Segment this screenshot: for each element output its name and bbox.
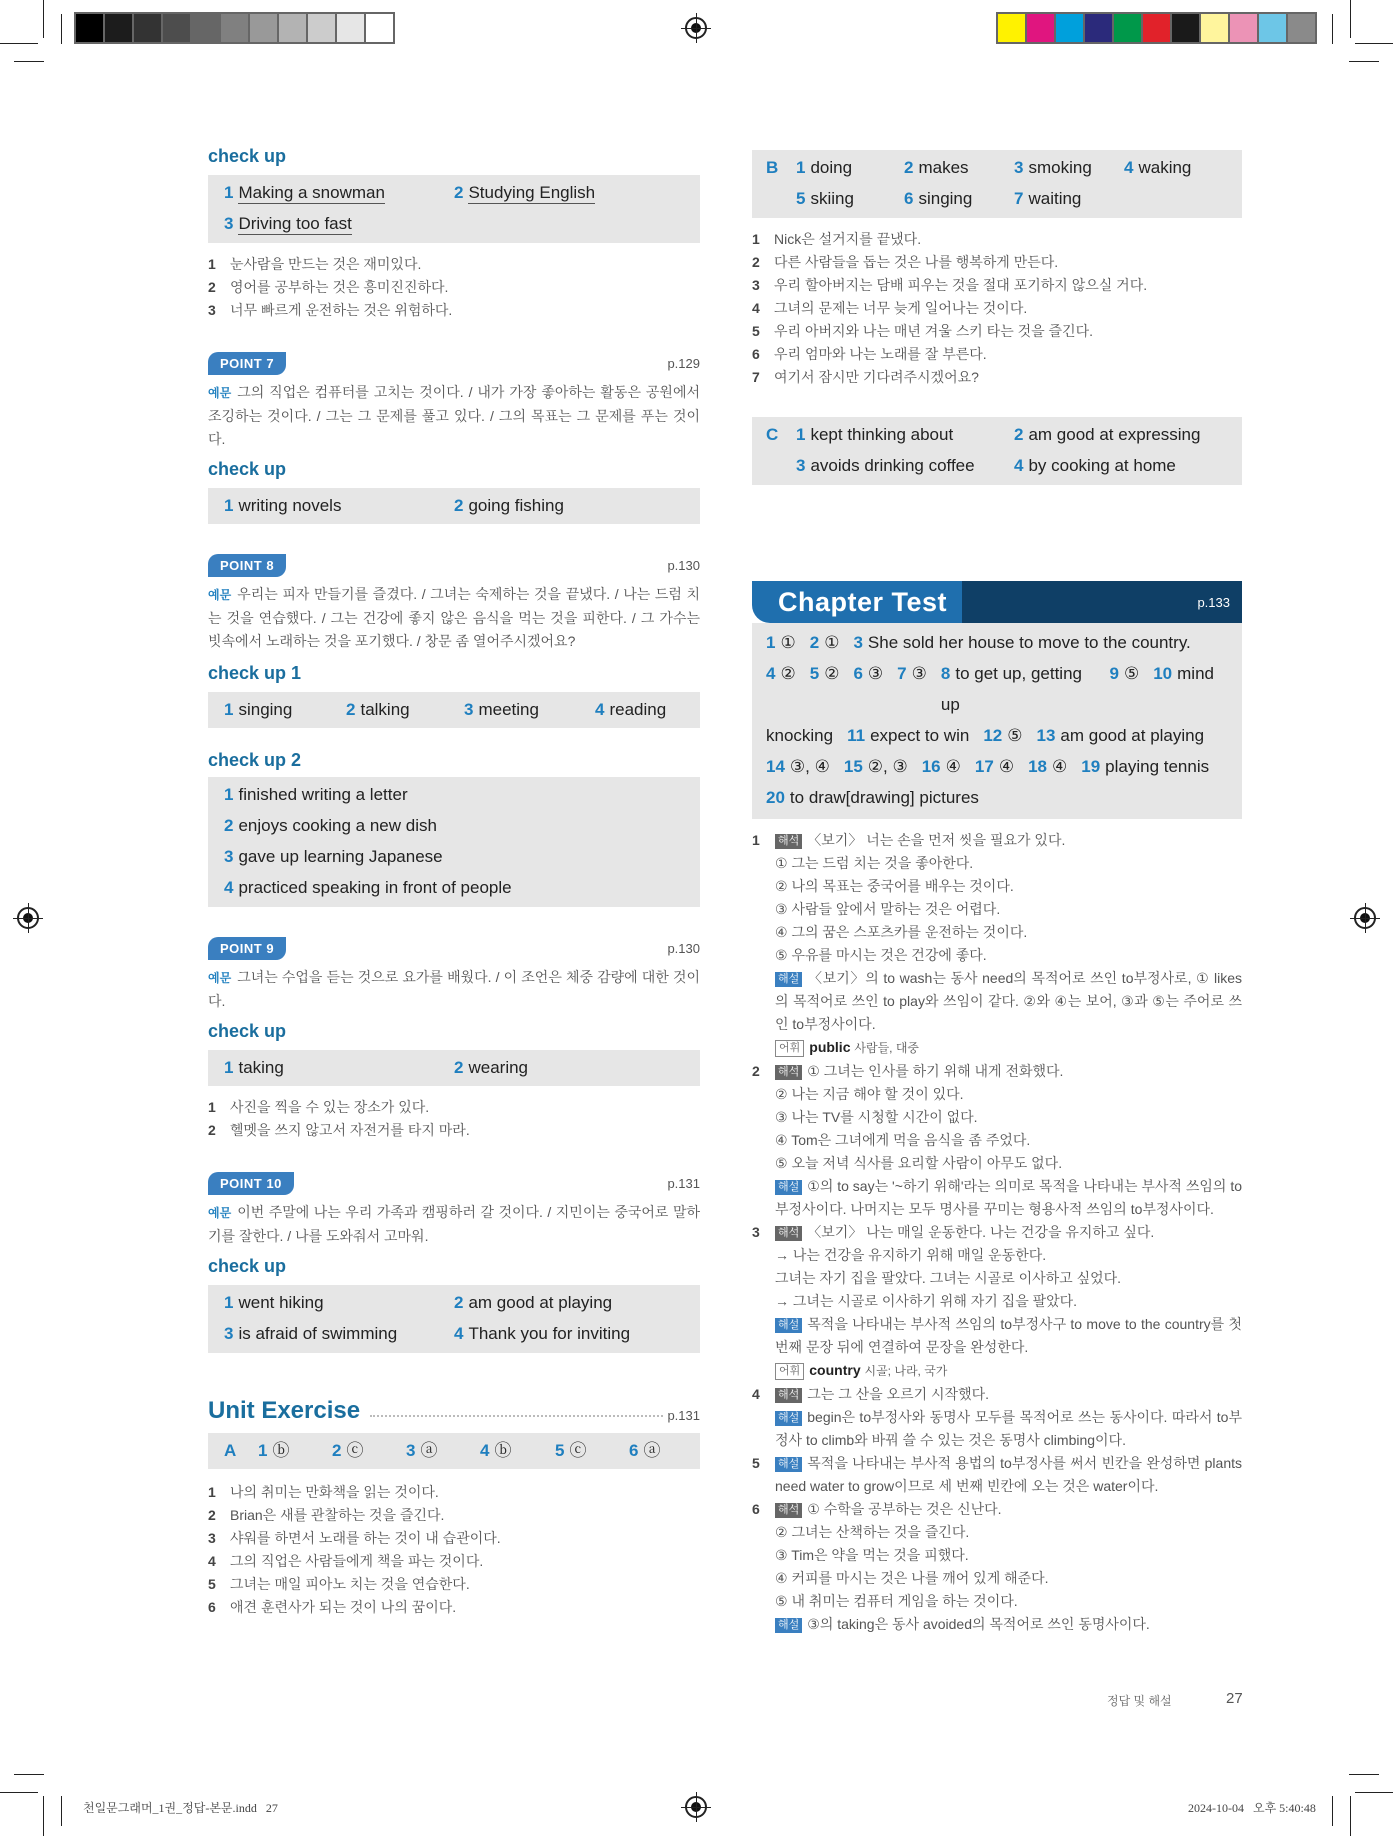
unit-exercise-title: Unit Exercise bbox=[208, 1397, 361, 1424]
translation-item: 5 우리 아버지와 나는 매년 겨울 스키 타는 것을 즐긴다. bbox=[752, 323, 1094, 339]
point-header bbox=[208, 352, 700, 375]
slug-filename: 천일문그래머_1권_정답-본문.indd 27 bbox=[83, 1801, 278, 1815]
color-swatch bbox=[1259, 14, 1288, 42]
answer-line bbox=[766, 720, 1228, 751]
color-swatch bbox=[1201, 14, 1230, 42]
footer-section-label: 정답 및 해설 bbox=[1107, 1694, 1172, 1708]
translation-item: 7 여기서 잠시만 기다려주시겠어요? bbox=[752, 369, 979, 385]
crop-mark bbox=[0, 1792, 38, 1793]
answer-item: 4 ② bbox=[766, 664, 796, 683]
answer-item: 18 ④ bbox=[1028, 757, 1068, 776]
registration-mark-icon bbox=[17, 907, 39, 929]
dotted-leader bbox=[370, 1415, 663, 1417]
section-label: A bbox=[224, 1441, 237, 1460]
translation-item: 3 샤워를 하면서 노래를 하는 것이 내 습관이다. bbox=[208, 1530, 501, 1546]
crop-mark bbox=[1332, 14, 1333, 44]
translation-item: 2 Brian은 새를 관찰하는 것을 즐긴다. bbox=[208, 1507, 445, 1523]
point-header bbox=[208, 554, 700, 577]
answer-number: 2 bbox=[454, 183, 464, 202]
answer-item: 1 ① bbox=[766, 633, 796, 652]
point-header bbox=[208, 937, 700, 960]
color-swatch bbox=[76, 14, 105, 42]
answer-line bbox=[766, 751, 1228, 782]
answer-item: 9 ⑤ bbox=[1109, 664, 1140, 683]
translation-item: 4 그녀의 문제는 너무 늦게 일어나는 것이다. bbox=[752, 300, 1028, 316]
cmyk-color-bar bbox=[996, 12, 1317, 44]
explanation-2: 2 해석 ① 그녀는 인사를 하기 위해 내게 전화했다. ② 나는 지금 해야 할 것이 있다. ③ 나는 TV를 시청할 시간이 없다. ④ Tom은 그녀에게 먹을 음식을 좀 주었다. ⑤ 오늘 저녁 식사를 요리할 사람이 아무도 없다. 해설 ①의 to say는 '~하기 위해'라는 의미로 목적을 나타내는 부사적 쓰임의 to부정사이다. 나머지는 모두 명사를 꾸미는 형용사적 쓰임의 to부정사이다. bbox=[752, 1063, 1242, 1217]
crop-mark bbox=[1349, 1774, 1379, 1775]
translation-item: 6 애견 훈련사가 되는 것이 나의 꿈이다. bbox=[208, 1599, 457, 1615]
page-number: 27 bbox=[1226, 1690, 1243, 1707]
chapter-test-title: Chapter Test bbox=[752, 581, 962, 623]
color-swatch bbox=[998, 14, 1027, 42]
answer-text: Studying English bbox=[468, 183, 596, 202]
check-up-2-heading: check up 2 bbox=[208, 750, 302, 770]
translation-item: 1 사진을 찍을 수 있는 장소가 있다. bbox=[208, 1099, 430, 1115]
color-swatch bbox=[134, 14, 163, 42]
translation-item: 2 헬멧을 쓰지 않고서 자전거를 타지 마라. bbox=[208, 1122, 470, 1138]
section-a-answers: A 1 ⓑ 2 ⓒ 3 ⓐ 4 ⓑ 5 ⓒ 6 ⓐ bbox=[208, 1433, 700, 1469]
example-sentences: 예문 그의 직업은 컴퓨터를 고치는 것이다. / 내가 가장 좋아하는 활동은 공원에서 조깅하는 것이다. / 그는 그 문제를 풀고 있다. / 그의 목표는 그 문제를 푸는 것이다. bbox=[208, 384, 700, 447]
color-swatch bbox=[1114, 14, 1143, 42]
color-swatch bbox=[1288, 14, 1315, 42]
section-label: C bbox=[766, 425, 779, 444]
slug-timestamp: 2024-10-04 오후 5:40:48 bbox=[1188, 1801, 1316, 1815]
answer-item: 17 ④ bbox=[974, 757, 1015, 776]
answer-item: knocking bbox=[766, 726, 834, 745]
check-up-2-answers: 1 finished writing a letter 2 enjoys cooking a new dish 3 gave up learning Japanese 4 practiced speaking in front of people bbox=[208, 777, 700, 907]
point-badge: POINT 8 bbox=[208, 554, 286, 577]
answer-item: 14 ③, ④ bbox=[766, 757, 830, 776]
crop-mark bbox=[14, 61, 44, 62]
answer-item: 11 expect to win bbox=[847, 726, 970, 745]
answer-item: 10 mind bbox=[1153, 664, 1214, 683]
page-reference: p.129 bbox=[667, 356, 700, 371]
point-badge: POINT 9 bbox=[208, 937, 286, 960]
translation-list bbox=[752, 228, 1242, 389]
chapter-test-header bbox=[752, 581, 1242, 623]
answer-item: 8 to get up, getting up bbox=[940, 664, 1082, 714]
explanation-1: 1 해석 〈보기〉 너는 손을 먼저 씻을 필요가 있다. ① 그는 드럼 치는 것을 좋아한다. ② 나의 목표는 중국어를 배우는 것이다. ③ 사람들 앞에서 말하는 것은 어렵다. ④ 그의 꿈은 스포츠카를 운전하는 것이다. ⑤ 우유를 마시는 것은 건강에 좋다. 해설 〈보기〉의 to wash는 동사 need의 목적어로 쓰인 to부정사로, ① likes의 목적어로 쓰인 to play와 쓰임이 같다. ②와 ④는 보어, ③과 ⑤는 주어로 쓰인 to부정사이다. 어휘 public 사람들, 대중 bbox=[752, 832, 1242, 1055]
translation-item: 4 그의 직업은 사람들에게 책을 파는 것이다. bbox=[208, 1553, 484, 1569]
answer-number: 1 bbox=[224, 183, 234, 202]
example-sentences: 예문 이번 주말에 나는 우리 가족과 캠핑하러 갈 것이다. / 지민이는 중국어로 말하기를 잘한다. / 나를 도와줘서 고마워. bbox=[208, 1204, 700, 1244]
vocab-tag: 어휘 bbox=[775, 1040, 804, 1057]
check-up-heading: check up bbox=[208, 1256, 287, 1276]
color-swatch bbox=[1056, 14, 1085, 42]
translation-item: 1 Nick은 설거지를 끝냈다. bbox=[752, 231, 922, 247]
answer-item: 19 playing tennis bbox=[1081, 757, 1210, 776]
section-c-answers: C 1 kept thinking about 2 am good at expressing 3 avoids drinking coffee 4 by cooking at home bbox=[752, 417, 1242, 485]
page-reference: p.133 bbox=[962, 581, 1242, 623]
color-swatch bbox=[250, 14, 279, 42]
crop-mark bbox=[1350, 1796, 1351, 1836]
answer-line bbox=[766, 782, 1228, 813]
answer-item: 5 ② bbox=[809, 664, 840, 683]
point-badge: POINT 7 bbox=[208, 352, 286, 375]
answer-number: 3 bbox=[224, 214, 234, 233]
check-up-1-answers: 1 singing 2 talking 3 meeting 4 reading bbox=[208, 692, 700, 728]
color-swatch bbox=[1027, 14, 1056, 42]
explanation-3: 3 해석 〈보기〉 나는 매일 운동한다. 나는 건강을 유지하고 싶다. → 나는 건강을 유지하기 위해 매일 운동한다. 그녀는 자기 집을 팔았다. 그녀는 시골로 이사하고 싶었다. → 그녀는 시골로 이사하기 위해 자기 집을 팔았다. 해설 목적을 나타내는 부사적 쓰임의 to부정사구 to move to the country를 첫 번째 문장 뒤에 연결하여 문장을 완성한다. 어휘 country 시골; 나라, 국가 bbox=[752, 1224, 1242, 1378]
answer-item: 20 to draw[drawing] pictures bbox=[766, 788, 979, 807]
check-up-1-heading: check up 1 bbox=[208, 663, 302, 683]
color-swatch bbox=[1085, 14, 1114, 42]
right-column bbox=[752, 150, 1242, 1636]
answer-item: 6 ③ bbox=[853, 664, 884, 683]
crop-mark bbox=[14, 1774, 44, 1775]
translation-item: 1 나의 취미는 만화책을 읽는 것이다. bbox=[208, 1484, 439, 1500]
translation-item: 1 눈사람을 만드는 것은 재미있다. bbox=[208, 256, 422, 272]
check-up-heading: check up bbox=[208, 459, 287, 479]
registration-mark-icon bbox=[1354, 907, 1376, 929]
translation-tag: 해석 bbox=[775, 834, 802, 849]
left-column bbox=[208, 146, 700, 1619]
check-up-answers: 1 taking 2 wearing bbox=[208, 1050, 700, 1086]
crop-mark bbox=[43, 0, 44, 38]
unit-exercise-header bbox=[208, 1397, 700, 1425]
page-reference: p.131 bbox=[667, 1176, 700, 1191]
chapter-test-answers bbox=[752, 623, 1242, 819]
answer-item: 3 She sold her house to move to the country. bbox=[853, 633, 1191, 652]
page-reference: p.130 bbox=[667, 558, 700, 573]
explanation-tag: 해설 bbox=[775, 972, 802, 987]
explanation-6: 6 해석 ① 수학을 공부하는 것은 신난다. ② 그녀는 산책하는 것을 즐긴다. ③ Tim은 약을 먹는 것을 피했다. ④ 커피를 마시는 것은 나를 깨어 있게 해준다. ⑤ 내 취미는 컴퓨터 게임을 하는 것이다. 해설 ③의 taking은 동사 avoided의 목적어로 쓰인 동명사이다. bbox=[752, 1501, 1150, 1632]
crop-mark bbox=[0, 43, 38, 44]
example-sentences: 예문 그녀는 수업을 듣는 것으로 요가를 배웠다. / 이 조언은 체중 감량에 대한 것이다. bbox=[208, 969, 700, 1009]
point-header bbox=[208, 1172, 700, 1195]
answer-text: Making a snowman bbox=[238, 183, 385, 202]
answer-item: 13 am good at playing bbox=[1036, 726, 1205, 745]
answer-item: 12 ⑤ bbox=[983, 726, 1023, 745]
page-reference: p.131 bbox=[667, 1408, 700, 1423]
translation-list bbox=[208, 1481, 700, 1619]
crop-mark bbox=[1350, 0, 1351, 38]
color-swatch bbox=[1172, 14, 1201, 42]
translation-item: 5 그녀는 매일 피아노 치는 것을 연습한다. bbox=[208, 1576, 470, 1592]
color-swatch bbox=[192, 14, 221, 42]
translation-item: 6 우리 엄마와 나는 노래를 잘 부른다. bbox=[752, 346, 987, 362]
color-swatch bbox=[105, 14, 134, 42]
grayscale-color-bar bbox=[74, 12, 395, 44]
check-up-heading: check up bbox=[208, 1021, 287, 1041]
answer-text: Driving too fast bbox=[238, 214, 352, 233]
check-up-heading: check up bbox=[208, 146, 287, 166]
registration-mark-icon bbox=[685, 1796, 707, 1818]
color-swatch bbox=[308, 14, 337, 42]
color-swatch bbox=[366, 14, 393, 42]
answer-line bbox=[766, 658, 1228, 720]
translation-item: 3 우리 할아버지는 담배 피우는 것을 절대 포기하지 않으실 거다. bbox=[752, 277, 1148, 293]
check-up-answers: 1 went hiking 2 am good at playing 3 is afraid of swimming 4 Thank you for inviting bbox=[208, 1285, 700, 1353]
color-swatch bbox=[163, 14, 192, 42]
color-swatch bbox=[337, 14, 366, 42]
answer-item: 7 ③ bbox=[897, 664, 927, 683]
translation-item: 2 영어를 공부하는 것은 흥미진진하다. bbox=[208, 279, 449, 295]
translation-list bbox=[208, 253, 700, 322]
explanation-4: 4 해석 그는 그 산을 오르기 시작했다. 해설 begin은 to부정사와 동명사 모두를 목적어로 쓰는 동사이다. 따라서 to부정사 to climb와 바꿔 쓸 수 있는 것은 동명사 climbing이다. bbox=[752, 1386, 1242, 1448]
crop-mark bbox=[1355, 43, 1393, 44]
example-tag: 예문 bbox=[208, 386, 232, 400]
point-badge: POINT 10 bbox=[208, 1172, 294, 1195]
explanations bbox=[752, 829, 1242, 1636]
translation-list bbox=[208, 1096, 700, 1142]
color-swatch bbox=[1143, 14, 1172, 42]
crop-mark bbox=[1349, 61, 1379, 62]
crop-mark bbox=[1332, 1796, 1333, 1826]
section-label: B bbox=[766, 158, 779, 177]
crop-mark bbox=[1355, 1792, 1393, 1793]
color-swatch bbox=[279, 14, 308, 42]
translation-item: 2 다른 사람들을 돕는 것은 나를 행복하게 만든다. bbox=[752, 254, 1059, 270]
answer-line bbox=[766, 627, 1228, 658]
check-up-answers bbox=[208, 175, 700, 243]
section-b-answers: B 1 doing 2 makes 3 smoking 4 waking 5 skiing 6 singing 7 waiting bbox=[752, 150, 1242, 218]
page-reference: p.130 bbox=[667, 941, 700, 956]
translation-item: 3 너무 빠르게 운전하는 것은 위험하다. bbox=[208, 302, 453, 318]
crop-mark bbox=[43, 1796, 44, 1836]
color-swatch bbox=[221, 14, 250, 42]
answer-item: 16 ④ bbox=[921, 757, 961, 776]
answer-item: 2 ① bbox=[809, 633, 840, 652]
example-sentences: 예문 우리는 피자 만들기를 즐겼다. / 그녀는 숙제하는 것을 끝냈다. / 나는 드럼 치는 것을 연습했다. / 그는 건강에 좋지 않은 음식을 먹는 것을 피한다. / 그 가수는 빗속에서 노래하는 것을 포기했다. / 창문 좀 열어주시겠어요? bbox=[208, 586, 700, 649]
crop-mark bbox=[61, 1796, 62, 1826]
registration-mark-icon bbox=[685, 17, 707, 39]
color-swatch bbox=[1230, 14, 1259, 42]
explanation-5: 5 해설 목적을 나타내는 부사적 용법의 to부정사를 써서 빈칸을 완성하면 plants need water to grow이므로 세 번째 빈칸에 오는 것은 water이다. bbox=[752, 1455, 1242, 1494]
answer-item: 15 ②, ③ bbox=[843, 757, 908, 776]
crop-mark bbox=[61, 14, 62, 44]
check-up-answers: 1 writing novels 2 going fishing bbox=[208, 488, 700, 524]
